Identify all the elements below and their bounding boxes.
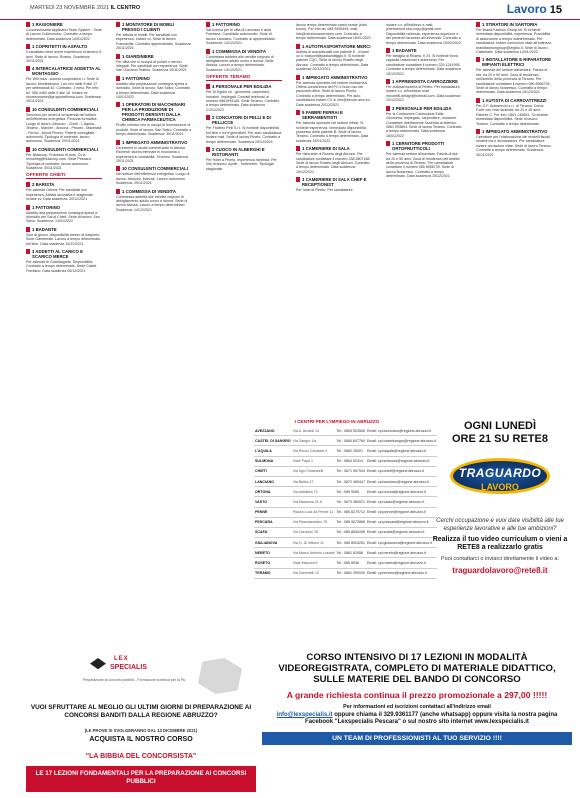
job-description: Addetto alla preparazione consegna spesa a domicilio. Sede di lavoro: San Salvo. Contratto a tempo determinato. Data scadenza 14/01/2022 — [116, 81, 191, 100]
table-row — [254, 558, 437, 568]
job-description: Per Nidacorp. Processo di auto. Cv a: recruiting@nidacorp.com. Sede Pescara. Tipologia di contratto: lavoro autonomo. Scadenza: 30/11/2021 — [26, 152, 92, 170]
rete8-time: ORE 21 SU RETE8 — [452, 433, 548, 445]
table-row — [254, 538, 437, 548]
lex-specialis-ad — [26, 656, 256, 796]
job-listing — [386, 79, 462, 103]
job-listing — [296, 110, 372, 143]
centri-title: I CENTRI PER L'IMPIEGO IN ABRUZZO — [294, 419, 380, 424]
job-title: 2 CONCIATORI DI PELLI E DI PELLICCE — [206, 115, 282, 125]
centro-city: SCAFA — [254, 527, 292, 537]
centro-addr: Viale Papa 1 — [292, 456, 336, 466]
centro-addr: Via A. Arnaldi 14 — [292, 426, 336, 436]
job-listing — [386, 141, 462, 178]
centro-tel: Tel.: 085 8936 — [335, 558, 366, 568]
rete8-contact: Puoi contattarci o inviarci direttamente il video a: — [440, 556, 559, 562]
job-title: 3 PERSONALE PER EDILIZIA — [386, 106, 462, 111]
job-title: 10 CONSULENTI COMMERCIALI — [26, 147, 102, 152]
listing-column — [206, 22, 282, 462]
centro-addr: Via G. Di Vittorio 11 — [292, 538, 336, 548]
centro-addr: Via Ugo Chiavarelli — [292, 466, 336, 476]
centro-tel: Tel.: 085 9672888 — [335, 517, 366, 527]
section-title: Lavoro 15 — [506, 2, 562, 16]
job-listing — [296, 44, 372, 72]
centro-mail[interactable]: Email: cpi.chieti@regione.abruzzo.it — [366, 466, 437, 476]
job-title: 1 FATTORINO — [116, 76, 192, 81]
table-row — [254, 548, 437, 558]
table-row — [254, 507, 437, 517]
job-listing — [296, 23, 372, 41]
job-title: 1 COMMESSA DI VENDITA — [116, 189, 192, 194]
job-title: 1 COPRITETTI IN ASFALTO — [26, 44, 102, 49]
job-listing — [206, 115, 282, 144]
centro-mail[interactable]: Email: cpi.avezzano@regione.abruzzo.it — [366, 426, 437, 436]
centro-mail[interactable]: Email: cpi.vasto@regione.abruzzo.it — [366, 497, 437, 507]
table-row — [254, 476, 437, 486]
centro-city: CASTEL DI SANGRO — [254, 436, 292, 446]
job-title: 1 AUTISTA DI CARROATTREZZI — [476, 98, 552, 103]
table-row — [254, 497, 437, 507]
listing-column — [116, 22, 192, 462]
job-title: 10 CONSULENTI COMMERCIALI — [26, 107, 102, 112]
centro-city: VASTO — [254, 497, 292, 507]
job-title: 1 AUTOTRASPORTATORE MERCI — [296, 44, 372, 49]
job-title: 1 FATTORINO — [26, 205, 102, 210]
job-title: 1 OPERATORI DI MACCHINARI PER LA PRODUZIONE DI PRODOTTI DERIVATI DALLA CHIMICA FARMACEUTICA — [116, 102, 192, 122]
job-title: 10 CONSULENTI COMMERCIALI — [116, 166, 192, 171]
job-title: 1 RAGIONIERE — [26, 22, 102, 27]
table-row — [254, 426, 437, 436]
lex-course-name: "LA BIBBIA DEL CONCORSISTA" — [85, 753, 197, 760]
job-listing — [386, 106, 462, 138]
job-listing — [296, 146, 372, 174]
job-description: Selezioni per centri di un'azienda del settore dell'efficienza energetica. Persona formativa. Luogo di lavoro: Abruzzo - Chieti - L'Aquila - Teramo - Marche - Ancona - Pesaro - Macerata - Fermo - Ascoli Piceno. Patenti consigliate: automuniti. Tipologia di contratto: lavoro autonomo. Scadenza: 29/11/2021 — [26, 112, 102, 144]
job-listings — [26, 22, 566, 462]
centro-addr: Viale Marconi 6 — [292, 558, 336, 568]
job-listing — [26, 66, 102, 103]
job-listing — [26, 249, 102, 273]
table-row — [254, 527, 437, 537]
centro-tel: Tel.: 0862 25001 — [335, 446, 366, 456]
job-listing — [476, 129, 552, 157]
table-row — [254, 466, 437, 476]
centro-city: ORTONA — [254, 487, 292, 497]
job-title: 1 IMPIEGATO AMMINISTRATIVO — [476, 129, 552, 134]
centro-city: NERETO — [254, 548, 292, 558]
job-title: 1 MONTATORE DI MOBILI PRESSO I CLIENTI — [116, 22, 192, 32]
corso-email[interactable]: info@lexspecialis.it — [276, 711, 333, 718]
lex-dates: (LE PROVE SI SVOLGERANNO DAL 13 DICEMBRE 2021) — [84, 728, 198, 733]
job-description: Per azienda Ortona. Per candidati con esperienza. Attività lavorativa è stagionale. Inviare cv. Data scadenza: 20/12/2021 — [26, 188, 94, 202]
job-title: 1 CAMERIERE DI SALA — [296, 146, 372, 151]
page-header — [0, 0, 580, 20]
job-description: Per Hotel a Pineto, esperienza richiesta. Per info di lavoro. Aprile - Settembre. Tipologia: stagionale — [206, 157, 277, 171]
job-title: 4 INTERCALATRICE ADDETTA AL MONTAGGIO — [26, 66, 102, 76]
job-listing — [116, 54, 192, 73]
centro-tel: Tel.: 0861 82958 — [335, 548, 366, 558]
centro-mail[interactable]: Email: cpi.roseto@regione.abruzzo.it — [366, 558, 437, 568]
table-row — [254, 456, 437, 466]
centro-mail[interactable]: Email: cpi.penne@regione.abruzzo.it — [366, 507, 437, 517]
centro-city: PENNE — [254, 507, 292, 517]
traguardo-lavoro-logo: TRAGUARDO LAVORO — [440, 452, 560, 512]
job-description: Per ristorante di Roseto degli Abruzzi. Per candidature contattare il numero 338 5807188. Sede di lavoro Roseto degli Abruzzi. Contratto a tempo determinato. Data scadenza: 15/12/2021 — [296, 152, 371, 174]
centro-tel: Tel.: 0873 380021 — [335, 497, 366, 507]
centro-city: AVEZZANO — [254, 426, 292, 436]
corso-info: Per informazioni ed iscrizioni contattaci all'indirizzo email — [343, 704, 491, 710]
job-description: Per azienda del settore alimentare. Fascia di età: tra 20 e 50 anni. Zona di residenza nell'ambito della provincia di Teramo. Per candidature contattare il numero 085 8956739. Sede di lavoro Notaresco. Contratto a tempo determinato. Data scadenza 15/12/2021 — [476, 68, 551, 95]
centro-mail[interactable]: Email: cpi.pescara@regione.abruzzo.it — [366, 517, 437, 527]
job-title: 2 BARISTA — [26, 182, 102, 187]
job-title: 1 COMMESSA DI VENDITA — [206, 49, 282, 54]
job-listing — [206, 84, 282, 112]
centro-addr: Via Passolanciano 75 — [292, 517, 336, 527]
job-listing — [116, 189, 192, 213]
centro-mail[interactable]: Email: cpi.teramo@regione.abruzzo.it — [366, 568, 437, 578]
job-listing — [116, 140, 192, 164]
job-title: 5 FABBRI FERRAI E SERRAMENTISTI — [296, 110, 372, 120]
table-row — [254, 446, 437, 456]
job-description: Per famiglia di Roseto, h 24. Si richiede bona capacità relazionali e autonoma. Per candidature contattare il numero 329 1241995. Contratto a tempo determinato. Data scadenza 15/12/2021 — [386, 54, 461, 76]
job-listing — [116, 22, 192, 51]
corso-headline: CORSO INTENSIVO DI 17 LEZIONI IN MODALITÀ VIDEOREGISTRATA, COMPLETO DI MATERIALE DIDATTICO, SULLE MATERIE DEL BANDO DI CONCORSO — [278, 652, 556, 685]
job-description: Da inserire in studio commerciale in Atessa. Richiesti: laurea triennale in economia o esperienza in contabilità. Tirocinio. Scadenza 29/11/2021 — [116, 145, 188, 163]
centro-addr: Via Madonna 31 A — [292, 497, 336, 507]
job-listing — [476, 22, 552, 54]
listing-column — [476, 22, 552, 462]
job-listing — [296, 75, 372, 107]
job-listing — [26, 147, 102, 171]
job-listing — [26, 205, 102, 224]
centro-tel: Tel.: 085 8540266 — [335, 527, 366, 537]
lex-cta: ACQUISTA IL NOSTRO CORSO — [89, 736, 193, 743]
rete8-ad — [423, 420, 577, 650]
centro-mail[interactable]: Email: cpi.sulmona@regione.abruzzo.it — [366, 456, 437, 466]
job-listing — [26, 182, 102, 201]
centro-mail[interactable]: Email: cpi.scafa@regione.abruzzo.it — [366, 527, 437, 537]
job-listing — [206, 49, 282, 73]
job-description: Per hotel di Pineto. Per candidature — [296, 188, 353, 193]
table-row — [254, 568, 437, 578]
rete8-day: OGNI LUNEDÌ — [463, 420, 537, 432]
listing-column — [386, 22, 462, 462]
centro-tel: Tel.: 0861 250000 — [335, 568, 366, 578]
centro-mail[interactable]: Email: cpi.lanciano@regione.abruzzo.it — [366, 476, 437, 486]
rete8-email[interactable]: traguardolavoro@rete8.it — [452, 565, 548, 575]
job-listing — [476, 98, 552, 126]
table-row — [254, 517, 437, 527]
centro-mail[interactable]: Email: cpi.ortona@regione.abruzzo.it — [366, 487, 437, 497]
job-title: 1 INSTALLATORE E RIPARATORE IMPIANTI ELETTRICI — [476, 57, 552, 67]
job-listing — [386, 48, 462, 76]
job-description: Il candidato deve avere esperienza di almeno 5 anni. Sede di lavoro: Roseto. Scadenza: 30/11/2021 — [26, 50, 102, 64]
job-description: Per Fruttero Pelli S.r.l. Si richiede disponibilità full time e turni giornalieri. Per auto candidatura inviare mail. Sede di lavoro Pineto. Contratto a tempo determinato. Scadenza 20/12/2021 — [206, 126, 282, 144]
corso-footer-banner: UN TEAM DI PROFESSIONISTI AL TUO SERVIZIO !!!! — [262, 732, 572, 745]
lex-question: VUOI SFRUTTARE AL MEGLIO GLI ULTIMI GIORNI DI PREPARAZIONE AI CONCORSI BANDITI DALLA REGIONE ABRUZZO? — [30, 704, 252, 719]
job-title: 1 GIARDINIERE — [116, 54, 192, 59]
job-title: 4 PERSONALE PER EDILIZIA — [206, 84, 282, 89]
job-title: 3 CAMERIERE DI SALA CHEF E RECEPTIONIST — [296, 177, 372, 187]
job-title: 2 CUOCO IN ALBERGHI E RISTORANTI — [206, 147, 282, 157]
rete8-question: Cerchi occupazione e vuoi dare visibilità alle tue esperienze lavorative e alle tue ambizioni? — [436, 518, 564, 532]
job-title: 1 APPRENDISTA CARROZZIERE — [386, 79, 462, 84]
job-description: Addetto alla preparazione consegna spesa a domicilio per Sai di Chieti. Sede di lavoro: San Salvo. Scadenza: 14/01/2022 — [26, 210, 100, 224]
centro-addr: Piazza Luca da Penne 11 — [292, 507, 336, 517]
job-description: Per azienda settore alimentare. Fascia di età: tra 20 e 50 anni. Zona di residenza nell'ambito della provincia di Teramo. Per candidature contattare il numero 085 8956739. Sede di lavoro Notaresco. Contratto a tempo determinato. Data scadenza 15/12/2021 — [386, 152, 460, 179]
job-description: Per ditta che si occupa di pulizie e servizi integrati. Per candidati con esperienza. Sede: San Giovanni Teatino. Scadenza 15/11/2021 — [116, 59, 189, 73]
centro-addr: Via Rocco Carabba 4 — [292, 446, 336, 456]
header-date: MARTEDÌ 23 NOVEMBRE 2021 IL CENTRO — [30, 5, 141, 11]
job-title: 1 BADANTE — [386, 48, 462, 53]
centro-tel: Tel.: 0872 465447 — [335, 476, 366, 486]
corso-intensivo-ad — [262, 652, 572, 796]
job-description: Per G.F. Autoservizi s.r.l. di Teramo. Cerca Forte con l'età richiesta: tra 20 e 45 anni. Patente C. Per info: 0861 245651. Si richiede immediata disponibilità. Sede di lavoro: Teramo. Contratto a tempo determinato. — [476, 103, 549, 126]
job-listing — [476, 57, 552, 94]
job-title: 1 FATTORINO — [206, 22, 282, 27]
job-description: Commessa addetta alle vendite negozio di abbigliamento adulto uomo e donna. Sede di lavoro Atessa. Lavoro a tempo determinato. Scadenza: 14/12/2021 — [116, 194, 188, 212]
job-description: Per la Costruzioni Costruzione Edile. Geometra, Impiegato, carpentiere, muratore. Contattare direttamente l'azienda al telefono 0861 093804. Sede di lavoro Teramo. Contratto a tempo determinato. Data scadenza 16/01/2022 — [386, 111, 462, 138]
centro-mail[interactable]: Email: cpi.castelsangro@regione.abruzzo.it — [366, 436, 437, 446]
job-title: 1 CERNITORE PRODOTTI ORTOFRUTTICOLI — [386, 141, 462, 151]
job-description: Sai ricerca per le città di Lanciano e area Frentana. Candidato automunito. Sede di lavoro Lanciano. Contratto di apprendistato. Scadenza: 14/12/2021 — [206, 28, 276, 46]
job-listing — [116, 76, 192, 100]
centro-addr: Via Bellini 47 — [292, 476, 336, 486]
table-row — [254, 436, 437, 446]
centro-tel: Tel.: 0871 567944 — [335, 466, 366, 476]
listing-column — [26, 22, 102, 462]
centro-tel: Tel.: 085 8004251 — [335, 538, 366, 548]
graduation-cap-icon — [90, 658, 106, 672]
centro-addr: Via Adriatica 74 — [292, 487, 336, 497]
abruzzo-map-icon — [198, 658, 242, 694]
category-label: OFFERTE TERAMO — [206, 75, 282, 81]
job-description: Autista di autoarticolati con patente E - inviare cv a: trasporti@pastavaltiggio.it. Si richiede patente CQC. Sede di lavoro Roseto degli Abruzzi. Contratto a tempo determinato. Data scadenza 20/12/2021 — [296, 49, 370, 72]
job-title: 1 IMPIEGATO AMMINISTRATIVO — [116, 140, 192, 145]
centro-tel: Tel.: 085 9065 — [335, 487, 366, 497]
job-description: Per autocarrozzeria di Pineto. Per candidature inviare c.v. all'indirizzo mail: micobelli.design@hotmail.com. Data scadenza 10/12/2021 — [386, 85, 461, 103]
job-listing — [296, 177, 372, 192]
job-listing — [116, 166, 192, 185]
job-title: 1 STIRATORI IN SARTORIA — [476, 22, 552, 27]
centro-city: CHIETI — [254, 466, 292, 476]
job-listing — [206, 147, 282, 171]
corso-phone[interactable]: 329.9361177 — [383, 711, 419, 718]
centro-addr: Via Gammelli 12 — [292, 568, 336, 578]
rete8-cta: Realizza il tuo video curriculum o vieni a RETE8 a realizzarlo gratis — [432, 536, 568, 551]
centro-city: ROSETO — [254, 558, 292, 568]
centro-tel: Tel.: 0863 503506 — [335, 426, 366, 436]
centro-city: SULMONA — [254, 456, 292, 466]
job-listing — [26, 227, 102, 246]
centro-city: PESCARA — [254, 517, 292, 527]
lex-banner: LE 17 LEZIONI FONDAMENTALI PER LA PREPARAZIONE AI CONCORSI PUBBLICI — [26, 766, 256, 792]
job-listing — [116, 102, 192, 136]
table-row — [254, 487, 437, 497]
corso-promo: A grande richiesta continua il prezzo promozionale a 297,00 !!!!! — [286, 690, 548, 700]
job-description: Per azienda operante nel settore infissi. Si richiede esperienza. Immediato disponibilità, possesso della patente B. Sede di lavoro Teramo. Contratto a tempo determinato. Data scadenza 14/01/2022 — [296, 121, 369, 143]
centro-mail[interactable]: Email: cpi.nereto@regione.abruzzo.it — [366, 548, 437, 558]
job-description: lavoro tempo determinato orario serale (tutto tondo). Per info tel. 085 9495494, mail: info@olivetocarservices.com. Contratto a tempo determinato. Data scadenza 18/01/2022 — [296, 23, 371, 41]
job-listing — [26, 44, 102, 63]
centro-addr: Via Marco Antonio Lusanti — [292, 548, 336, 558]
centri-impiego-table — [254, 419, 437, 647]
category-label: OFFERTE CHIETI — [26, 173, 102, 179]
centro-city: LANCIANO — [254, 476, 292, 486]
job-description: Per azienda di Guardiagrele. Disponibilità. Contratto a tempo determinato. Sede Castel Frentano. Data scadenza 05/12/2021 — [26, 260, 97, 273]
job-title: 1 IMPIEGATO AMMINISTRATIVO — [296, 75, 372, 80]
job-description: Nel settore dell'efficienza energetica. Luogo di lavoro: Abruzzo, Marche. Lavoro autonomo. Scadenza: 29/11/2021 — [116, 172, 190, 186]
corso-contacts: info@lexspecialis.it oppure chiama il 329.9361177 (anche whatsapp) oppure visita la nostra pagina Facebook "Lexspecialis Pescara" o sul nostro sito internet www.lexspecialis.it — [276, 711, 558, 726]
job-description: Per Di Egidio srl - geometra, carpentieri, muratori, impiegati. Contatti telefonici al numero 0861994145. Sede Teramo. Contratto a tempo determinato. Data scadenza 21/01/2022 — [206, 90, 280, 112]
job-listing — [386, 23, 462, 45]
job-description: Commessa addetta alle vendite negozio di abbigliamento adulto uomo e donna. Sede Atessa. Lavoro a tempo determinato. Scadenza: 14/12/2021 — [206, 54, 274, 72]
job-description: Per Wifi rosa - società cooperativa r.l. Sede di lavoro: Montesilvano. Lun-ven dalle 8 alle 17 per settimanali 40. Contratto: 3 mesi. Per info: tel. 085 4460 dalle 9 alle 16. Inviare cv: risorseumane@gruppowifirosa.com. Scadenza: 30/11/2021 — [26, 77, 102, 104]
job-description: Per Brand Fashion Group srl. Si richiede immediata disponibilità, esperienza. Possibilità di assunzione a tempo indeterminato. Per candidature inviare curriculum vitae all'indirizzo: brandfashiongroup@virgilio.it. Sede di lavoro Castellalto. Data scadenza 14/01/2022 — [476, 28, 552, 55]
centro-mail[interactable]: Email: cpi.laquila@regione.abruzzo.it — [366, 446, 437, 456]
job-description: Solo di giorno, disponibilità mezzo di trasporto. Sede Gamberale. Lavoro a tempo determinato full time. Data scadenza 15/12/2021 — [26, 232, 101, 246]
centro-tel: Tel.: 085 8279712 — [335, 507, 366, 517]
centro-tel: Tel.: 0864 847764 — [335, 436, 366, 446]
centro-mail[interactable]: Email: cpi.giulianova@regione.abruzzo.it — [366, 538, 437, 548]
listing-column — [296, 22, 372, 462]
job-description: inviare c.v. all'indirizzo e-mail: pinetoresort.sinc.copy@gmail.com. Disponibilità richiesta, esperienza superiore e dei presenti l'accesso all'università. Contratto a tempo determinato. Data scadenza 15/02/2022 — [386, 23, 461, 45]
lex-specialis-logo: LEX SPECIALIS Preparazione ai concorsi pubblici - Formazione continua per la PA — [82, 656, 186, 682]
job-description: Concessionaria applicativi Team System - Sede di Lavoro Collecorvino. Contratto a tempo determinato. Data scadenza 14/01/2022 — [26, 28, 102, 41]
job-description: Per azienda operante nel settore multiservizi. Ottima conoscenza del PC e buon uso dei pacchetti office. Sede di lavoro Pineto. Contratto a tempo determinato. Per auto candidatura inviare CV a: info@servizi.arcs.eu. Data scadenza 20/12/2021 — [296, 80, 371, 107]
centro-tel: Tel.: 0864 52414 — [335, 456, 366, 466]
centro-city: GIULIANOVA — [254, 538, 292, 548]
job-description: Profilo chimico che si occupi di formulazione di prodotti. Sede di lavoro: San Salvo. Contratto a tempo determinato. Scadenza: 30/11/2021 — [116, 123, 192, 137]
centro-city: TERAMO — [254, 568, 292, 578]
job-listing — [26, 22, 102, 41]
job-listing — [26, 107, 102, 144]
centro-addr: Via Carducci 25 — [292, 527, 336, 537]
job-listing — [206, 22, 282, 46]
job-description: Operatore per l'elaborazione dei modelli fiscali, modelli Iva e dichiarazioni. Per candidature inviare curriculum vitae. Sede di lavoro Teramo. Contratto a tempo determinato. Scadenza: 30/11/2021 — [476, 134, 552, 157]
job-title: 1 BADANTE — [26, 227, 102, 232]
job-title: 3 ADDETTI AL CARICO E SCARICO MERCE — [26, 249, 102, 259]
centro-addr: Via Sangro 1/a — [292, 436, 336, 446]
job-description: Per attività di mobili. Per candidati con esperienza. Inviare cv. Sede di lavoro Francavilla. Contratto apprendistato. Scadenza 25/11/2021 — [116, 33, 191, 51]
centro-city: L'AQUILA — [254, 446, 292, 456]
